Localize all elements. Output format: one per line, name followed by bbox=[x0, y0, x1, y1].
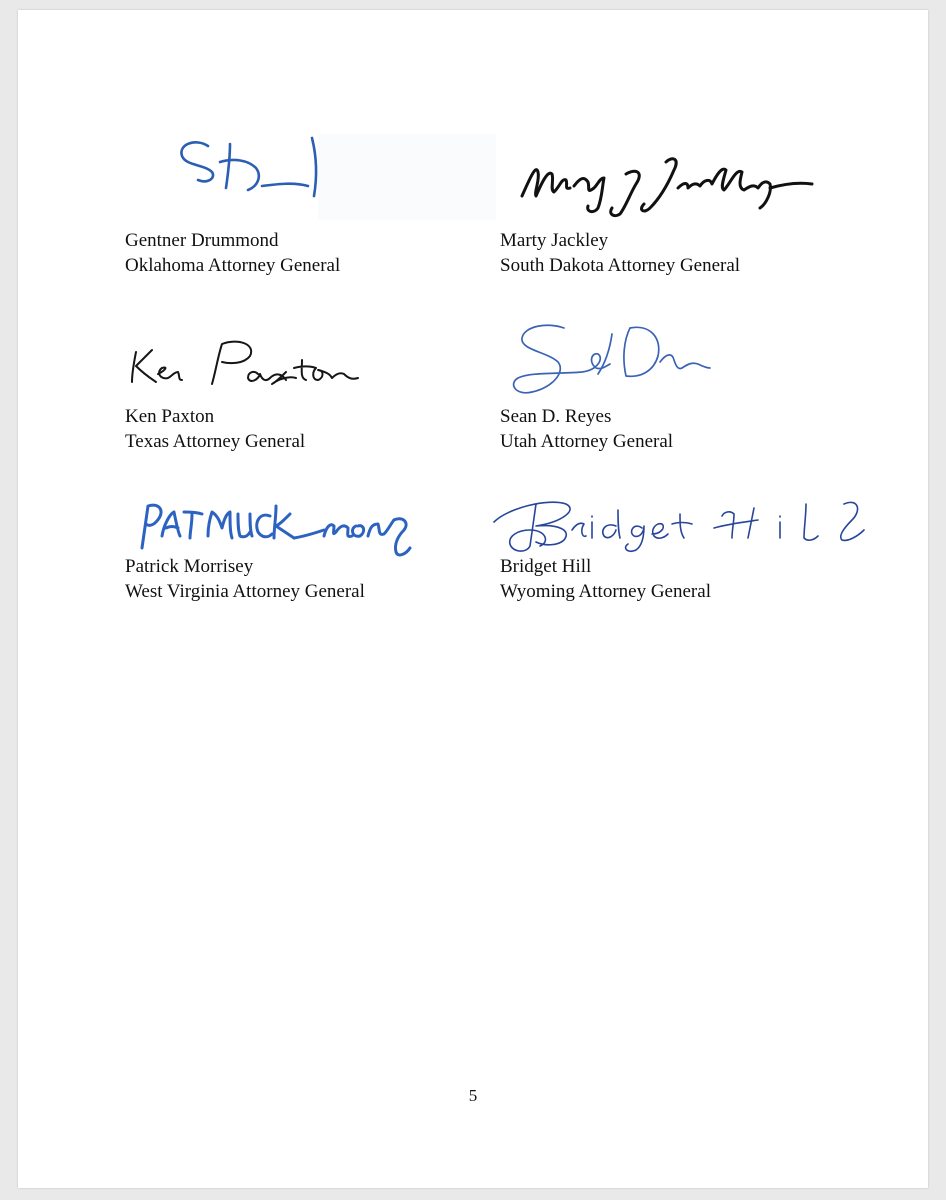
signatory-block-paxton bbox=[125, 404, 485, 454]
signatory-name: Gentner Drummond bbox=[125, 230, 279, 251]
signatory-block-drummond bbox=[125, 228, 485, 278]
signatory-name: Sean D. Reyes bbox=[500, 406, 612, 427]
signatory-block-morrisey bbox=[125, 554, 485, 604]
signatory-name: Ken Paxton bbox=[125, 406, 215, 427]
document-page bbox=[18, 10, 928, 1188]
signatory-title: South Dakota Attorney General bbox=[500, 255, 741, 276]
signature-morrisey bbox=[126, 492, 416, 562]
signatory-name: Patrick Morrisey bbox=[125, 556, 254, 577]
signature-hill bbox=[488, 490, 868, 560]
signatory-title: Texas Attorney General bbox=[125, 431, 306, 452]
page-number: 5 bbox=[468, 1086, 478, 1105]
signatory-title: West Virginia Attorney General bbox=[125, 581, 365, 602]
signature-jackley bbox=[514, 148, 814, 218]
signature-scan-background bbox=[318, 134, 496, 220]
signatory-title: Utah Attorney General bbox=[500, 431, 674, 452]
signatory-title: Oklahoma Attorney General bbox=[125, 255, 341, 276]
signatory-block-reyes bbox=[500, 404, 860, 454]
signature-drummond bbox=[174, 128, 334, 210]
signature-paxton bbox=[126, 330, 366, 390]
signatory-name: Bridget Hill bbox=[500, 556, 592, 577]
signatory-block-hill bbox=[500, 554, 860, 604]
signatory-block-jackley bbox=[500, 228, 860, 278]
signature-reyes bbox=[502, 318, 712, 404]
signatory-name: Marty Jackley bbox=[500, 230, 609, 251]
signatory-title: Wyoming Attorney General bbox=[500, 581, 711, 602]
